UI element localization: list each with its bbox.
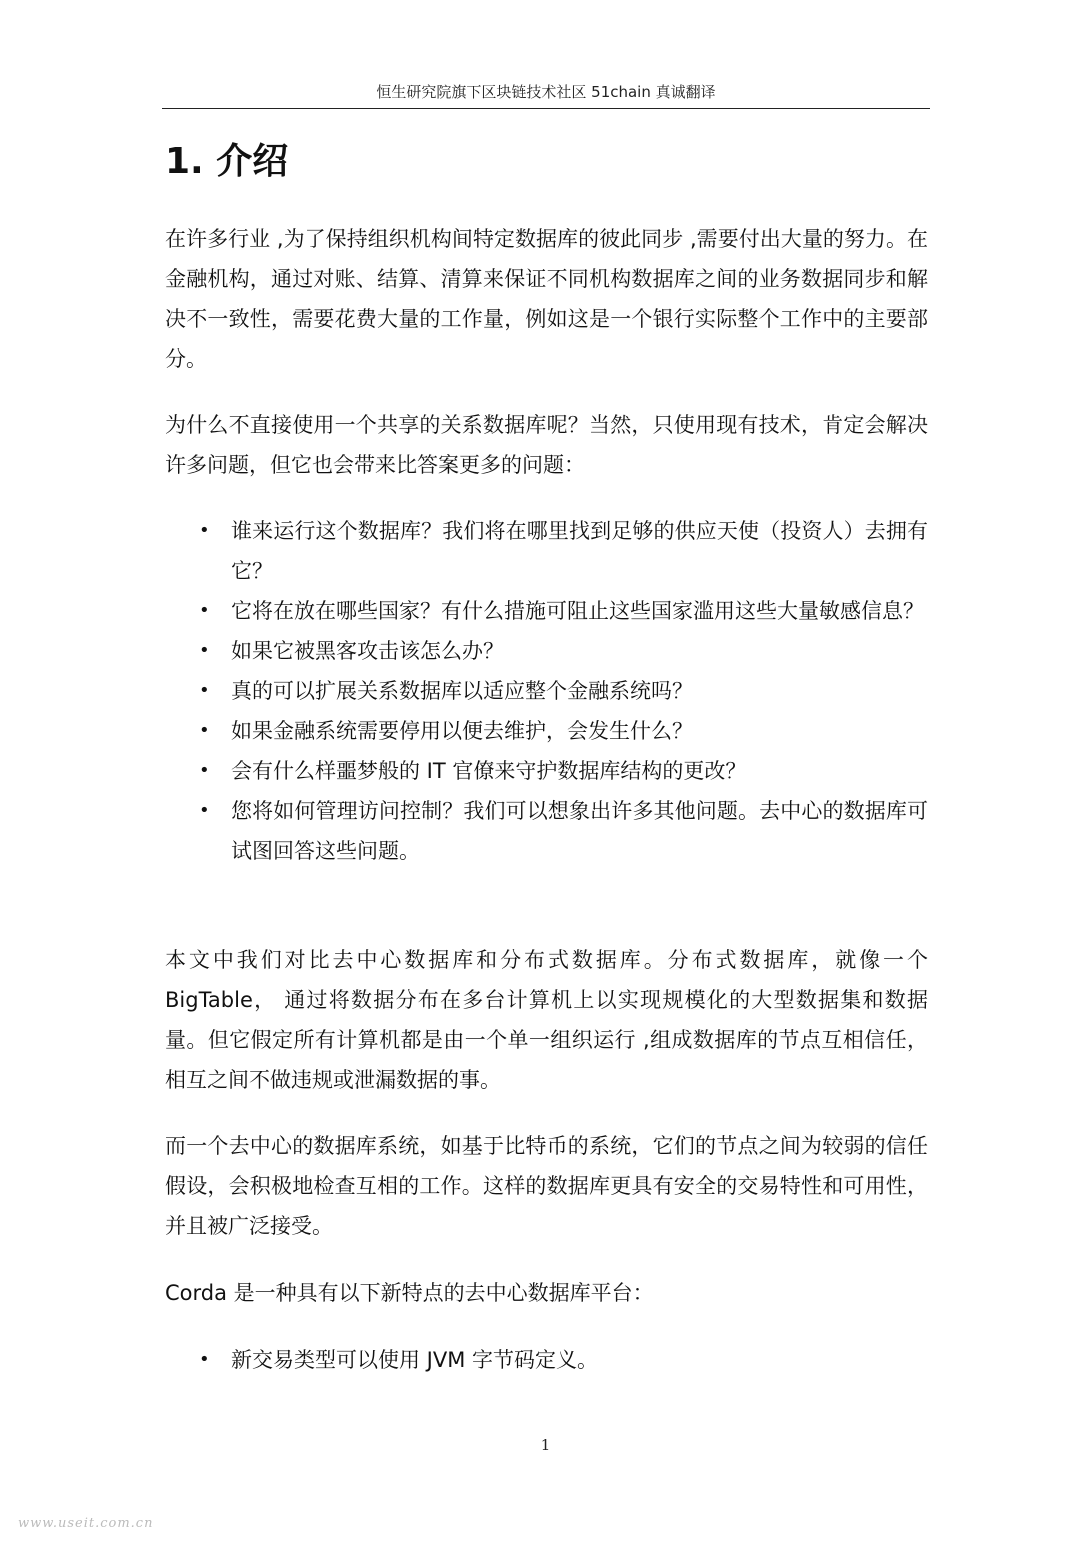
paragraph-question: 为什么不直接使用一个共享的关系数据库呢？当然，只使用现有技术，肯定会解决许多问题，但它也会带来比答案更多的问题： — [165, 413, 928, 477]
paragraph-comparison: 本文中我们对比去中心数据库和分布式数据库。分布式数据库，就像一个 BigTable， 通过将数据分布在多台计算机上以实现规模化的大型数据集和数据量。但它假定所有计算机都是由一个单一组织运行 ,组成数据库的节点互相信任，相互之间不做违规或泄漏数据的事。 — [165, 948, 928, 1092]
header-text: 恒生研究院旗下区块链技术社区 51chain 真诚翻译 — [376, 83, 716, 101]
bullet-icon: • — [199, 720, 210, 741]
list-item: • 它将在放在哪些国家？有什么措施可阻止这些国家滥用这些大量敏感信息？ — [165, 591, 928, 631]
list-item: • 如果它被黑客攻击该怎么办？ — [165, 631, 928, 671]
list-item: • 谁来运行这个数据库？我们将在哪里找到足够的供应天使（投资人）去拥有它？ — [165, 511, 928, 591]
paragraph-intro: 在许多行业 ,为了保持组织机构间特定数据库的彼此同步 ,需要付出大量的努力。在金融机构，通过对账、结算、清算来保证不同机构数据库之间的业务数据同步和解决不一致性，需要花费大量的工作量，例如这是一个银行实际整个工作中的主要部分。 — [165, 227, 928, 371]
bullet-icon: • — [199, 680, 210, 701]
question-list — [165, 511, 928, 871]
bullet-icon: • — [199, 640, 210, 661]
bullet-icon: • — [199, 760, 210, 781]
bullet-icon: • — [199, 800, 210, 821]
watermark: www.useit.com.cn — [18, 1516, 154, 1531]
list-item: • 会有什么样噩梦般的 IT 官僚来守护数据库结构的更改？ — [165, 751, 928, 791]
bullet-icon: • — [199, 600, 210, 621]
paragraph-corda: Corda 是一种具有以下新特点的去中心数据库平台： — [165, 1281, 654, 1305]
list-item: • 如果金融系统需要停用以便去维护，会发生什么？ — [165, 711, 928, 751]
list-item: • 您将如何管理访问控制？我们可以想象出许多其他问题。去中心的数据库可试图回答这些问题。 — [165, 791, 928, 871]
paragraph-decentralized: 而一个去中心的数据库系统，如基于比特币的系统，它们的节点之间为较弱的信任假设，会积极地检查互相的工作。这样的数据库更具有安全的交易特性和可用性，并且被广泛接受。 — [165, 1134, 928, 1238]
bullet-icon: • — [199, 1349, 210, 1370]
list-item: • 真的可以扩展关系数据库以适应整个金融系统吗？ — [165, 671, 928, 711]
feature-list — [165, 1340, 928, 1380]
bullet-icon: • — [199, 520, 210, 541]
list-item: • 新交易类型可以使用 JVM 字节码定义。 — [165, 1340, 928, 1380]
page-header — [162, 80, 930, 109]
section-title: 1. 介绍 — [165, 141, 289, 182]
page-number: 1 — [540, 1436, 551, 1454]
